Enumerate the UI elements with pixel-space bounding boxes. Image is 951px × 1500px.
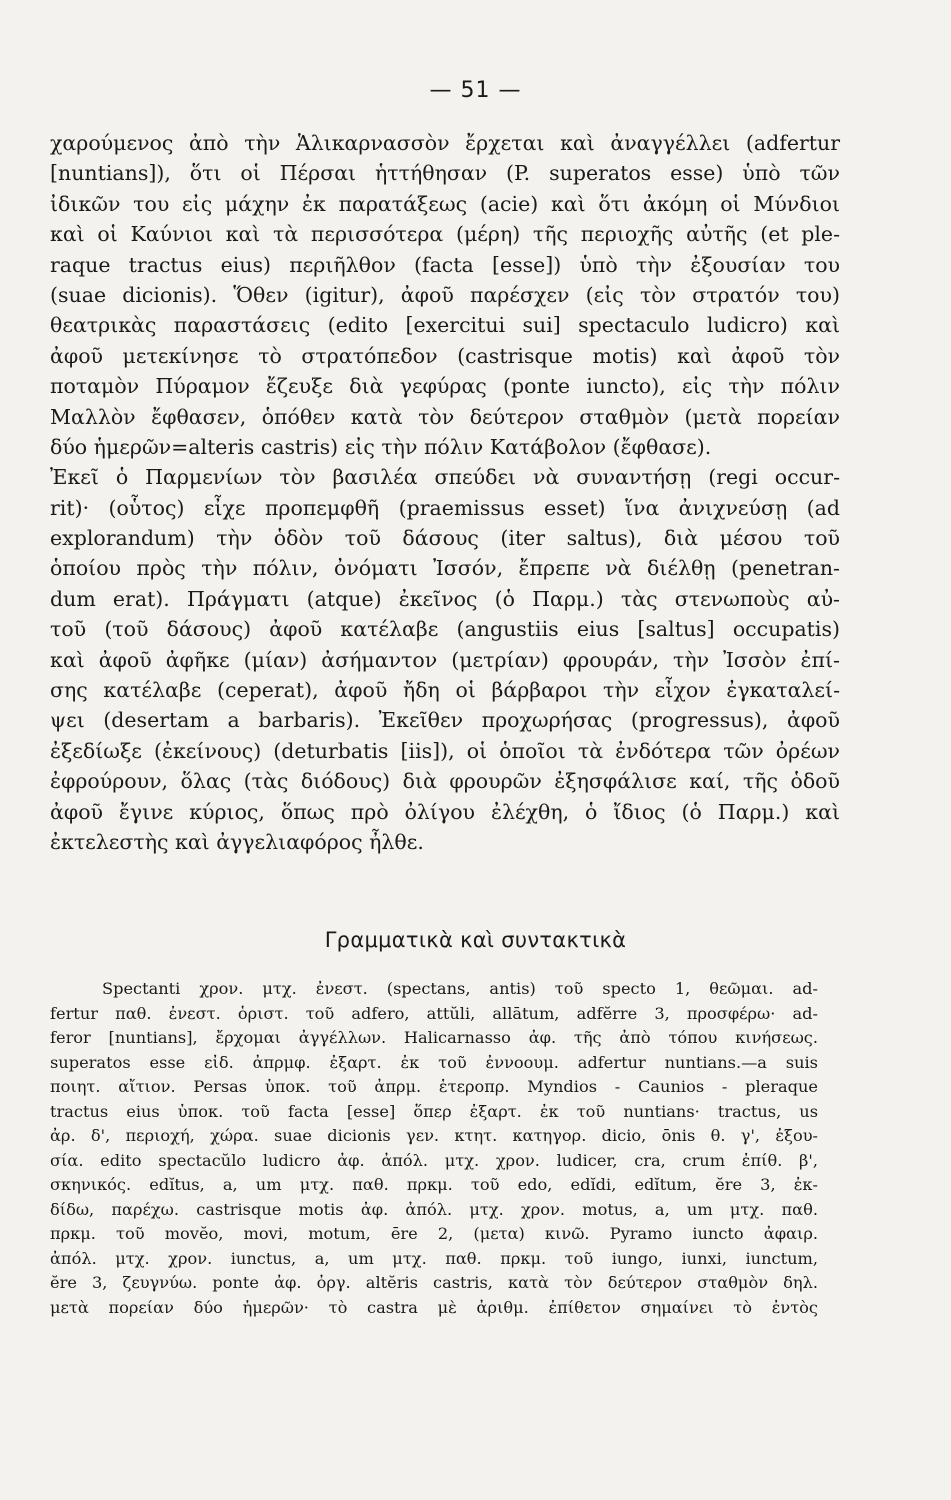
text-line: [nuntians]), ὅτι οἱ Πέρσαι ἡττήθησαν (P. superatos esse) ὑπὸ τῶν	[50, 161, 840, 186]
text-line: θεατρικὰς παραστάσεις (edito [exercitui sui] spectaculo ludicro) καὶ	[50, 313, 840, 338]
note-line: ποιητ. αἴτιον. Persas ὑποκ. τοῦ ἀπρμ. ἑτεροπρ. Myndios - Caunios - pleraque	[50, 1077, 818, 1096]
text-line: ἀφοῦ ἔγινε κύριος, ὅπως πρὸ ὀλίγου ἐλέχθη, ὁ ἴδιος (ὁ Παρμ.) καὶ	[50, 799, 840, 824]
text-line: ἀφοῦ μετεκίνησε τὸ στρατόπεδον (castrisque motis) καὶ ἀφοῦ τὸν	[50, 343, 840, 368]
text-line: σης κατέλαβε (ceperat), ἀφοῦ ἤδη οἱ βάρβαροι τὴν εἶχον ἐγκαταλεί-	[50, 678, 840, 703]
text-line: καὶ οἱ Καύνιοι καὶ τὰ περισσότερα (μέρη) τῆς περιοχῆς αὐτῆς (et ple-	[50, 222, 840, 247]
note-line: tractus eius ὑποκ. τοῦ facta [esse] ὅπερ ἐξαρτ. ἐκ τοῦ nuntians· tractus, us	[50, 1101, 818, 1121]
note-line: μετὰ πορείαν δύο ἡμερῶν· τὸ castra μὲ ἀριθμ. ἐπίθετον σημαίνει τὸ ἐντὸς	[50, 1297, 818, 1317]
text-line: raque tractus eius) περιῆλθον (facta [esse]) ὑπὸ τὴν ἐξουσίαν του	[50, 252, 840, 277]
text-line: καὶ ἀφοῦ ἀφῆκε (μίαν) ἀσήμαντον (μετρίαν) φρουράν, τὴν Ἰσσὸν ἐπί-	[50, 647, 840, 672]
text-line: ὁποίου πρὸς τὴν πόλιν, ὀνόματι Ἰσσόν, ἔπρεπε νὰ διέλθῃ (penetran-	[50, 556, 840, 581]
text-line: Μαλλὸν ἔφθασεν, ὁπόθεν κατὰ τὸν δεύτερον σταθμὸν (μετὰ πορείαν	[50, 404, 840, 429]
text-line: δύο ἡμερῶν=alteris castris) εἰς τὴν πόλιν Κατάβολον (ἔφθασε).	[50, 434, 712, 459]
note-line: ἀρ. δ', περιοχή, χώρα. suae dicionis γεν. κτητ. κατηγορ. dicio, ōnis θ. γ', ἐξου-	[50, 1126, 818, 1145]
note-line: superatos esse εἰδ. ἀπρμφ. ἐξαρτ. ἐκ τοῦ ἐννοουμ. adfertur nuntians.—a suis	[50, 1052, 818, 1072]
note-line: ĕre 3, ζευγνύω. ponte ἀφ. ὀργ. altĕris castris, κατὰ τὸν δεύτερον σταθμὸν δηλ.	[50, 1273, 818, 1292]
text-line: Ἐκεῖ ὁ Παρμενίων τὸν βασιλέα σπεύδει νὰ συναντήσῃ (regi occur-	[50, 465, 840, 490]
note-line: feror [nuntians], ἔρχομαι ἀγγέλλων. Halicarnasso ἀφ. τῆς ἀπὸ τόπου κινήσεως.	[50, 1028, 818, 1047]
text-line: ποταμὸν Πύραμον ἔζευξε διὰ γεφύρας (ponte iuncto), εἰς τὴν πόλιν	[50, 374, 840, 399]
text-line: ἰδικῶν του εἰς μάχην ἐκ παρατάξεως (acie) καὶ ὅτι ἀκόμη οἱ Μύνδιοι	[50, 191, 840, 216]
note-line: πρκμ. τοῦ movĕo, movi, motum, ēre 2, (μετα) κινῶ. Pyramo iuncto ἀφαιρ.	[50, 1224, 818, 1243]
text-line: ἐφρούρουν, ὅλας (τὰς διόδους) διὰ φρουρῶν ἐξησφάλισε καί, τῆς ὁδοῦ	[50, 769, 840, 794]
note-line: ἀπόλ. μτχ. χρον. iunctus, a, um μτχ. παθ. πρκμ. τοῦ iungo, iunxi, iunctum,	[50, 1248, 818, 1268]
text-line: (suae dicionis). Ὅθεν (igitur), ἀφοῦ παρέσχεν (εἰς τὸν στρατόν του)	[50, 282, 840, 307]
text-line: ἐκτελεστὴς καὶ ἀγγελιαφόρος ἦλθε.	[50, 829, 424, 854]
text-line: τοῦ (τοῦ δάσους) ἀφοῦ κατέλαβε (angustiis eius [saltus] occupatis)	[50, 617, 840, 642]
text-line: ἐξεδίωξε (ἐκείνους) (deturbatis [iis]), οἱ ὁποῖοι τὰ ἐνδότερα τῶν ὀρέων	[50, 738, 840, 763]
note-line: fertur παθ. ἐνεστ. ὁριστ. τοῦ adfero, attŭli, allātum, adfĕrre 3, προσφέρω· ad-	[50, 1003, 818, 1023]
text-line: dum erat). Πράγματι (atque) ἐκεῖνος (ὁ Παρμ.) τὰς στενωποὺς αὐ-	[50, 586, 840, 611]
text-line: ψει (desertam a barbaris). Ἐκεῖθεν προχωρήσας (progressus), ἀφοῦ	[50, 708, 840, 733]
grammar-notes	[50, 977, 818, 1320]
section-heading: Γραμματικὰ καὶ συντακτικὰ	[324, 928, 627, 952]
page-number: — 51 —	[429, 78, 522, 103]
note-line: Spectanti χρον. μτχ. ἐνεστ. (spectans, antis) τοῦ specto 1, θεῶμαι. ad-	[102, 979, 818, 998]
note-line: σκηνικός. edĭtus, a, um μτχ. παθ. πρκμ. τοῦ edo, edĭdi, edĭtum, ĕre 3, ἐκ-	[50, 1175, 818, 1194]
main-translation-text	[50, 128, 840, 857]
text-line: explorandum) τὴν ὁδὸν τοῦ δάσους (iter saltus), διὰ μέσου τοῦ	[50, 526, 840, 551]
note-line: δίδω, παρέχω. castrisque motis ἀφ. ἀπόλ. μτχ. χρον. motus, a, um μτχ. παθ.	[50, 1199, 818, 1219]
note-line: σία. edito spectacŭlo ludicro ἀφ. ἀπόλ. μτχ. χρον. ludicer, cra, crum ἐπίθ. β',	[50, 1150, 818, 1170]
text-line: rit)· (οὗτος) εἶχε προπεμφθῆ (praemissus esset) ἵνα ἀνιχνεύσῃ (ad	[50, 495, 840, 520]
text-line: χαρούμενος ἀπὸ τὴν Ἁλικαρνασσὸν ἔρχεται καὶ ἀναγγέλλει (adfertur	[50, 131, 840, 155]
